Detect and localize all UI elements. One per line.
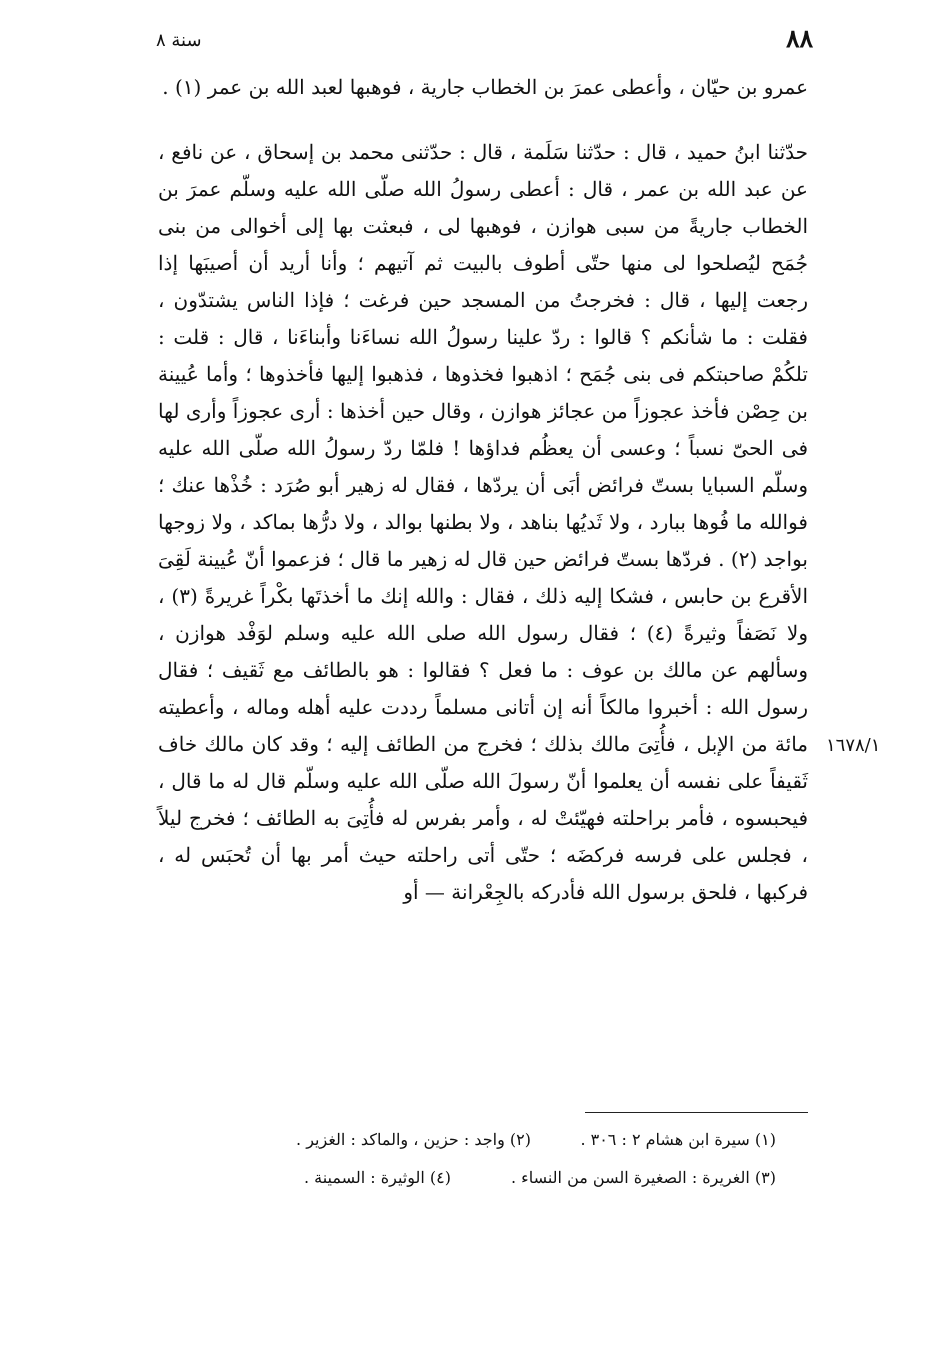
running-header-year: سنة ٨	[156, 30, 202, 51]
paragraph-1: عمرو بن حيّان ، وأعطى عمرَ بن الخطاب جارية ، فوهبها لعبد الله بن عمر (١) .	[162, 75, 808, 99]
footnote-4: (٤) الوثيرة : السمينة .	[303, 1168, 451, 1187]
margin-reference: ١٦٧٨/١	[826, 735, 881, 756]
footnote-1: (١) سيرة ابن هشام ٢ : ٣٠٦ .	[580, 1130, 776, 1149]
paragraph-2: حدّثنا ابنُ حميد ، قال : حدّثنا سَلَمة ، قال : حدّثنى محمد بن إسحاق ، عن نافع ، عن عبد الله بن عمر ، قال : أعطى رسولُ الله صلّى الله عليه وسلّم عمرَ بن الخطاب جاريةً من سبى هوازن ، فوهبها لى ، فبعثت بها إلى أخوالى من بنى جُمَح ليُصلحوا لى منها حتّى أطوف بالبيت ثم آتيهم ؛ وأنا أريد أن أصيبَها إذا رجعت إليها ، قال : فخرجتُ من المسجد حين فرغت ؛ فإذا الناس يشتدّون ، فقلت : ما شأنكم ؟ قالوا : ردّ علينا رسولُ الله نساءَنا وأبناءَنا ، قال : قلت : تلكُمْ صاحبتكم فى بنى جُمَح ؛ اذهبوا فخذوها ، فذهبوا إليها فأخذوها ؛ وأما عُيينة بن حِصْن فأخذ عجوزاً من عجائز هوازن ، وقال حين أخذها : أرى عجوزاً وأرى لها فى الحىّ نسباً ؛ وعسى أن يعظُم فداؤها ! فلمّا ردّ رسولُ الله صلّى الله عليه وسلّم السبايا بستّ فرائض أبَى أن يردّها ، فقال له زهير أبو صُرَد : خُذْها عنك ؛ فوالله ما فُوها ببارد ، ولا ثَديُها بناهد ، ولا بطنها بوالد ، ولا درُّها بماكد ، ولا زوجها بواجد (٢) . فردّها بستّ فرائض حين قال له زهير ما قال ؛ فزعموا أنّ عُيينة لَقِىَ الأقرع بن حابس ، فشكا إليه ذلك ، فقال : والله إنك ما أخذتَها بكْراً غريرةً (٣) ، ولا نَصَفاً وثيرةً (٤) ؛ فقال رسول الله صلى الله عليه وسلم لوَفْد هوازن ، وسألهم عن مالك بن عوف : ما فعل ؟ فقالوا : هو بالطائف مع ثَقيف ؛ فقال رسول الله : أخبروا مالكاً أنه إن أتانى مسلماً رددت عليه أهله وماله ، وأعطيته مائة من الإبل ، فأُتِىَ مالك بذلك ؛ فخرج من الطائف إليه ؛ وقد كان مالك خاف ثَقيفاً على نفسه أن يعلموا أنّ رسولَ الله صلّى الله عليه وسلّم قال له ما قال ، فيحبسوه ، فأمر براحلته فهيّئتْ له ، وأمر بفرس له فأُتِىَ به الطائف ؛ فخرج ليلاً ، فجلس على فرسه فركضَه ؛ حتّى أتى راحلته حيث أمر بها أن تُحبَس له ، فركبها ، فلحق برسول الله فأدركه بالجِعْرانة — أو	[158, 140, 809, 904]
footnote-divider	[585, 1112, 808, 1113]
main-text	[158, 69, 808, 911]
page-number: ٨٨	[786, 24, 813, 53]
footnote-3: (٣) الغريرة : الصغيرة السن من النساء .	[511, 1168, 776, 1187]
footnote-2: (٢) واجد : حزين ، والماكد : الغزير .	[296, 1130, 531, 1149]
